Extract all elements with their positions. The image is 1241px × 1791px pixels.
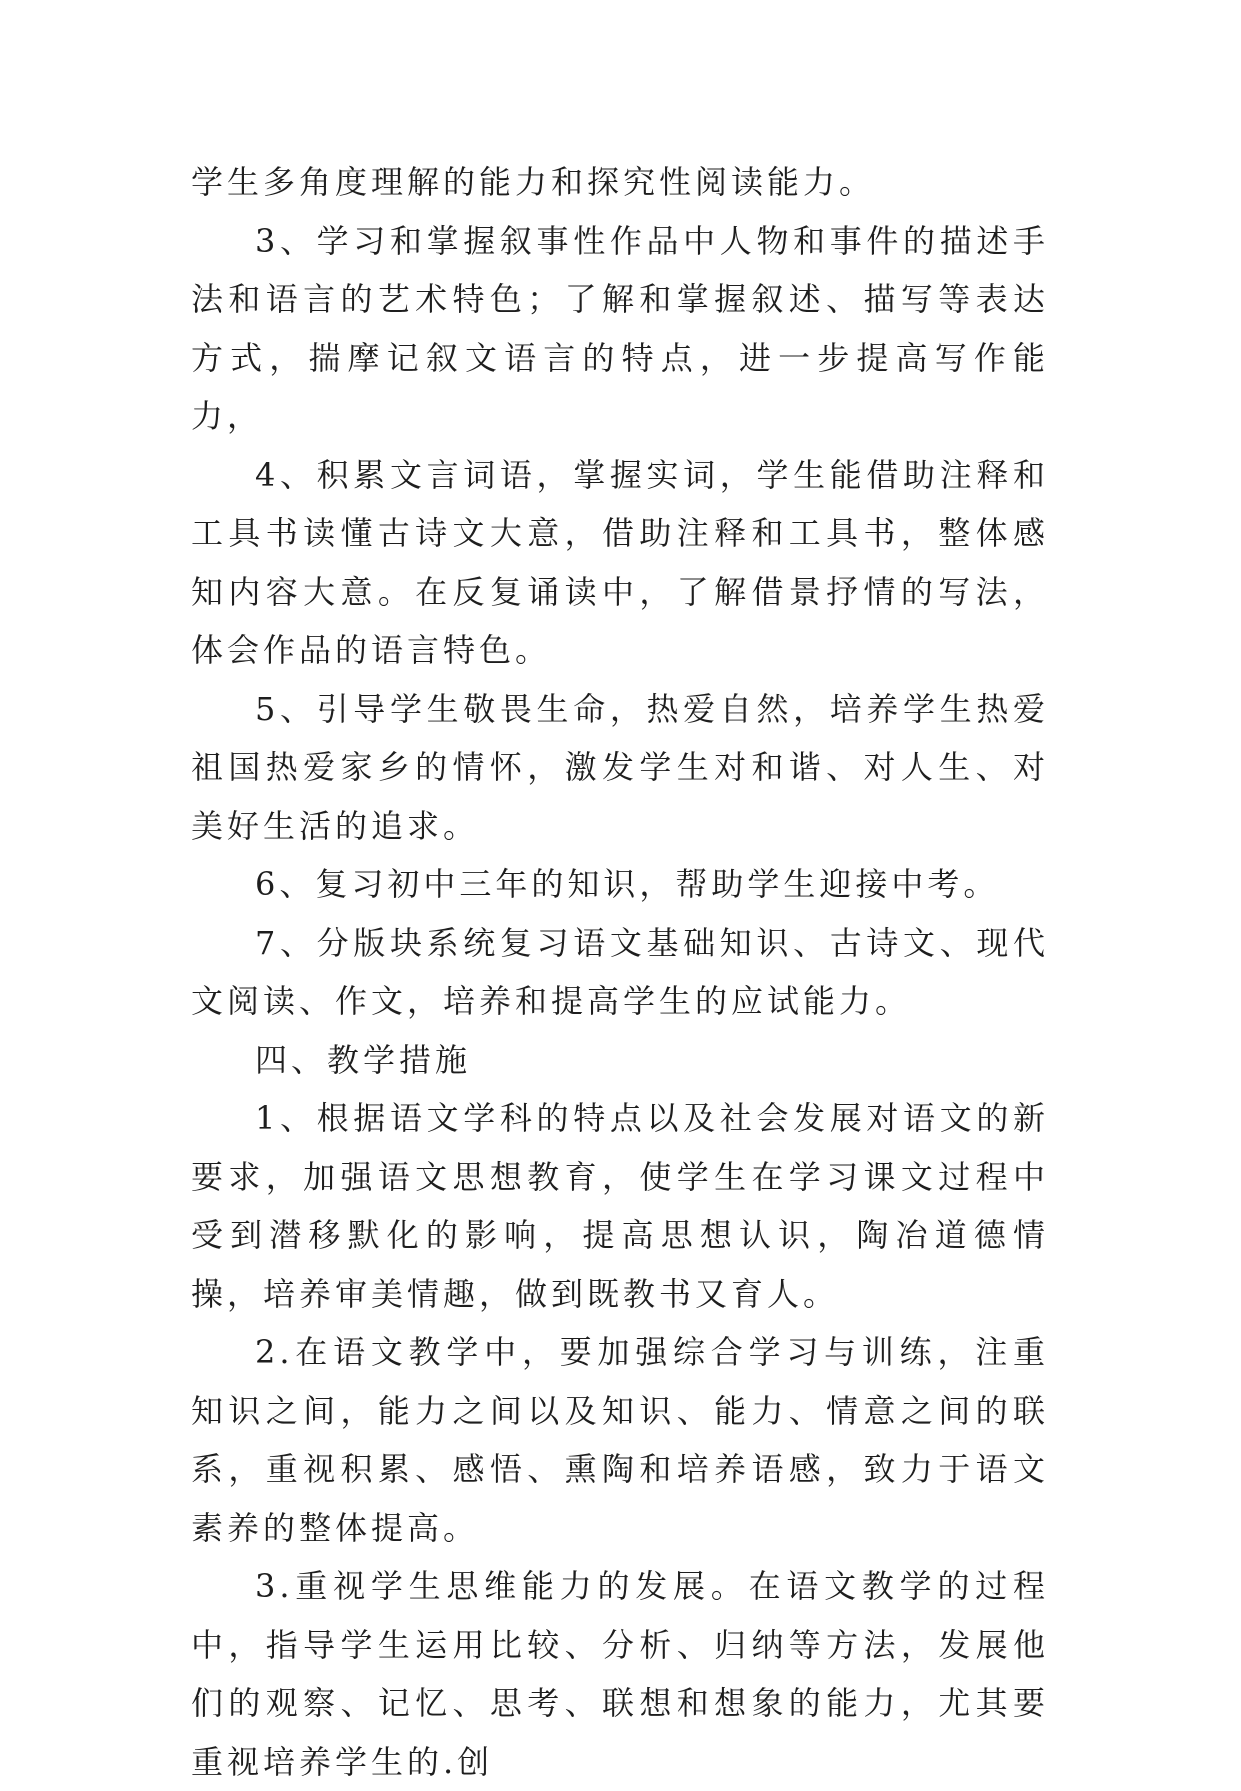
document-body <box>191 153 1049 1791</box>
section-heading-measures: 四、教学措施 <box>255 1040 472 1079</box>
paragraph-goal-7: 7、分版块系统复习语文基础知识、古诗文、现代文阅读、作文，培养和提高学生的应试能力。 <box>191 923 1049 1020</box>
paragraph-goal-3: 3、学习和掌握叙事性作品中人物和事件的描述手法和语言的艺术特色；了解和掌握叙述、描写等表达方式，揣摩记叙文语言的特点，进一步提高写作能力， <box>191 221 1049 435</box>
paragraph-goal-4: 4、积累文言词语，掌握实词，学生能借助注释和工具书读懂古诗文大意，借助注释和工具书，整体感知内容大意。在反复诵读中，了解借景抒情的写法，体会作品的语言特色。 <box>191 455 1049 669</box>
paragraph-measure-2: 2.在语文教学中，要加强综合学习与训练，注重知识之间，能力之间以及知识、能力、情意之间的联系，重视积累、感悟、熏陶和培养语感，致力于语文素养的整体提高。 <box>191 1333 1049 1547</box>
paragraph-measure-3: 3.重视学生思维能力的发展。在语文教学的过程中，指导学生运用比较、分析、归纳等方法，发展他们的观察、记忆、思考、联想和想象的能力，尤其要重视培养学生的.创 <box>191 1567 1049 1781</box>
paragraph-goal-5: 5、引导学生敬畏生命，热爱自然，培养学生热爱祖国热爱家乡的情怀，激发学生对和谐、对人生、对美好生活的追求。 <box>191 689 1049 845</box>
paragraph-measure-1: 1、根据语文学科的特点以及社会发展对语文的新要求，加强语文思想教育，使学生在学习课文过程中受到潜移默化的影响，提高思想认识，陶冶道德情操，培养审美情趣，做到既教书又育人。 <box>191 1099 1049 1313</box>
paragraph-continuation: 学生多角度理解的能力和探究性阅读能力。 <box>191 163 876 201</box>
paragraph-goal-6: 6、复习初中三年的知识，帮助学生迎接中考。 <box>255 865 1000 903</box>
